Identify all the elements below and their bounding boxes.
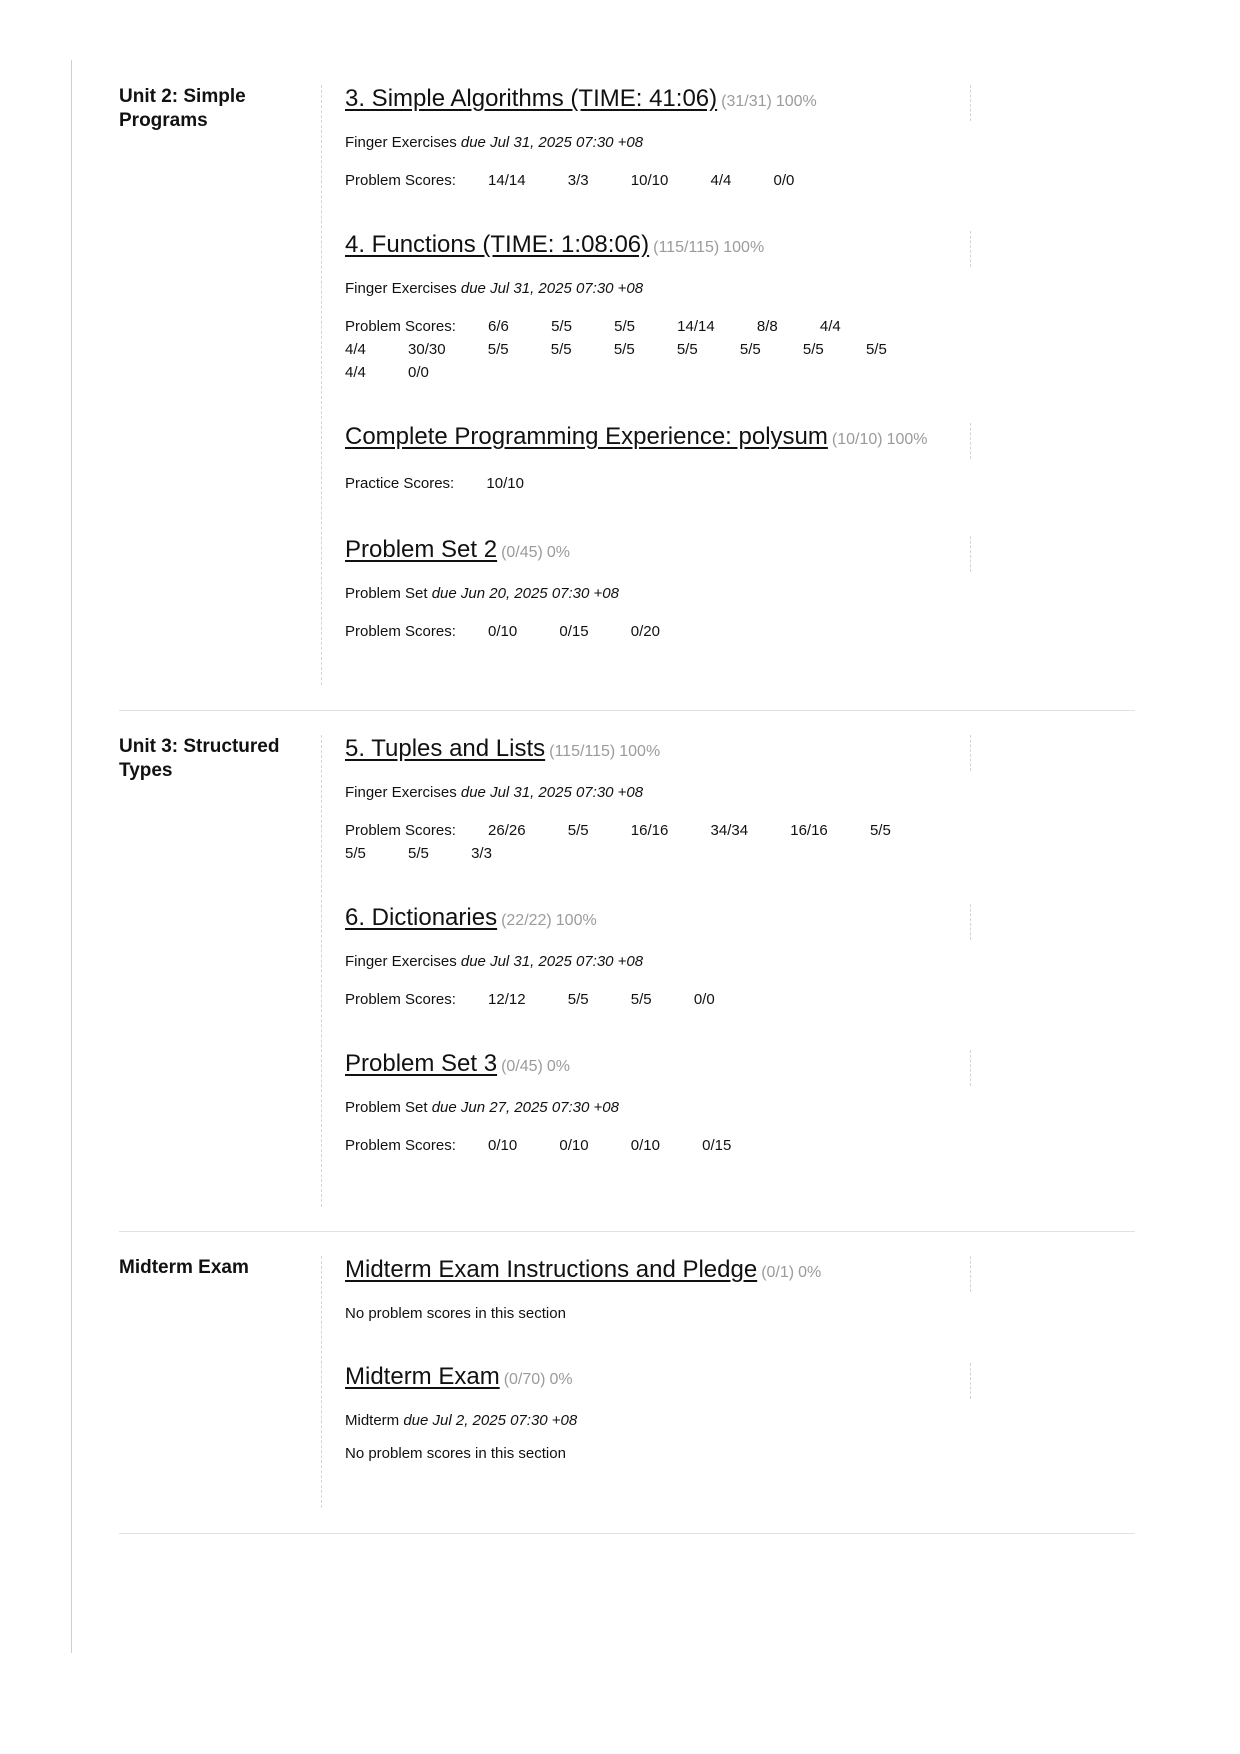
section-percent: 0% [549,1371,573,1388]
section-midterm-instructions [345,1256,971,1346]
section-stats: (31/31) [721,93,772,110]
section-stats: (115/115) [653,239,720,256]
score[interactable]: 0/10 [630,1137,660,1154]
section-link[interactable]: 3. Simple Algorithms (TIME: 41:06) [345,85,718,112]
score[interactable]: 0/10 [559,1137,589,1154]
score[interactable]: 34/34 [710,822,749,839]
section-stats: (10/10) [831,431,883,448]
section-tuples-and-lists [345,735,971,875]
unit-title: Unit 3: Structured Types [119,736,280,781]
assignment-type: Problem Set [345,1099,428,1116]
section-stats: (0/70) [503,1371,546,1388]
due-info [345,1412,577,1429]
section-percent: 100% [555,912,597,929]
score[interactable]: 0/15 [559,623,589,640]
section-percent: 0% [798,1264,822,1281]
score[interactable]: 30/30 [408,341,446,358]
section-problem-set-3 [345,1050,971,1180]
score[interactable]: 5/5 [614,318,635,335]
section-midterm-exam [345,1363,971,1483]
assignment-type: Problem Set [345,585,428,602]
section-stats: (0/45) [501,544,543,561]
unit-title: Midterm Exam [119,1257,249,1278]
assignment-type: Finger Exercises [345,134,457,151]
assignment-type: Finger Exercises [345,280,457,297]
section-link[interactable]: 4. Functions (TIME: 1:08:06) [345,231,650,258]
section-dictionaries [345,904,971,1024]
assignment-type: Midterm [345,1412,400,1429]
unit-midterm [119,1231,1135,1534]
unit-3 [119,710,1135,1232]
score[interactable]: 8/8 [756,318,778,335]
section-percent: 0% [546,1058,570,1075]
score[interactable]: 0/10 [488,1137,518,1154]
score[interactable]: 5/5 [613,341,635,358]
score[interactable]: 5/5 [869,822,891,839]
due-info [345,953,643,970]
section-percent: 100% [886,431,928,448]
section-link[interactable]: Problem Set 3 [345,1050,498,1077]
section-percent: 100% [723,239,765,256]
due-info [345,784,643,801]
due-info [345,280,643,297]
score[interactable]: 10/10 [630,172,669,189]
score[interactable]: 10/10 [486,475,524,492]
section-stats: (115/115) [549,743,616,760]
score[interactable]: 5/5 [630,991,652,1008]
score[interactable]: 5/5 [676,341,698,358]
score[interactable]: 0/0 [773,172,795,189]
score[interactable]: 3/3 [567,172,589,189]
score[interactable]: 4/4 [345,364,366,381]
problem-scores [345,819,935,865]
left-rule [71,60,72,1653]
problem-scores [345,620,945,643]
due-date: due Jul 2, 2025 07:30 +08 [403,1412,578,1429]
score[interactable]: 5/5 [487,341,509,358]
score[interactable]: 5/5 [739,341,761,358]
score[interactable]: 4/4 [710,172,732,189]
assignment-type: Finger Exercises [345,784,457,801]
score[interactable]: 0/10 [488,623,518,640]
section-problem-set-2 [345,536,971,666]
due-info [345,134,643,151]
section-link[interactable]: Midterm Exam [345,1363,500,1390]
scores-label: Problem Scores: [345,991,456,1008]
section-link[interactable]: 6. Dictionaries [345,904,498,931]
section-percent: 100% [775,93,817,110]
score[interactable]: 4/4 [345,341,366,358]
score[interactable]: 5/5 [802,341,824,358]
section-percent: 0% [546,544,570,561]
no-scores-message: No problem scores in this section [345,1305,566,1322]
section-link[interactable]: Midterm Exam Instructions and Pledge [345,1256,758,1283]
problem-scores [345,169,945,192]
due-info [345,585,619,602]
scores-label: Problem Scores: [345,1137,456,1154]
score[interactable]: 5/5 [550,341,572,358]
due-info [345,1099,619,1116]
due-date: due Jul 31, 2025 07:30 +08 [460,784,644,801]
section-simple-algorithms [345,85,971,245]
due-date: due Jul 31, 2025 07:30 +08 [460,134,644,151]
assignment-type: Finger Exercises [345,953,457,970]
score[interactable]: 5/5 [345,845,366,862]
score[interactable]: 5/5 [551,318,572,335]
score[interactable]: 0/15 [702,1137,732,1154]
score[interactable]: 12/12 [488,991,526,1008]
score[interactable]: 0/0 [693,991,715,1008]
score[interactable]: 4/4 [819,318,841,335]
score[interactable]: 26/26 [488,822,526,839]
section-functions [345,231,971,391]
score[interactable]: 16/16 [790,822,828,839]
section-stats: (0/45) [501,1058,543,1075]
unit-title: Unit 2: Simple Programs [119,86,246,131]
section-stats: (22/22) [501,912,552,929]
no-scores-message: No problem scores in this section [345,1445,566,1462]
scores-label: Practice Scores: [345,475,455,492]
score[interactable]: 0/20 [630,623,660,640]
due-date: due Jun 20, 2025 07:30 +08 [431,585,619,602]
due-date: due Jul 31, 2025 07:30 +08 [460,953,644,970]
section-link[interactable]: Problem Set 2 [345,536,498,563]
section-polysum [345,423,971,513]
section-link[interactable]: 5. Tuples and Lists [345,735,546,762]
score[interactable]: 3/3 [471,845,492,862]
problem-scores [345,988,945,1011]
due-date: due Jul 31, 2025 07:30 +08 [460,280,644,297]
scores-label: Problem Scores: [345,318,456,335]
score[interactable]: 16/16 [630,822,669,839]
scores-label: Problem Scores: [345,172,456,189]
scores-label: Problem Scores: [345,623,456,640]
section-percent: 100% [619,743,661,760]
problem-scores [345,1134,945,1157]
score[interactable]: 5/5 [408,845,429,862]
score[interactable]: 14/14 [677,318,715,335]
scores-label: Problem Scores: [345,822,456,839]
score[interactable]: 14/14 [488,172,526,189]
section-link[interactable]: Complete Programming Experience: polysum [345,423,828,450]
score[interactable]: 0/0 [408,364,429,381]
due-date: due Jun 27, 2025 07:30 +08 [431,1099,619,1116]
score[interactable]: 6/6 [488,318,509,335]
score[interactable]: 5/5 [865,341,887,358]
score[interactable]: 5/5 [567,822,589,839]
practice-scores [345,472,945,495]
unit-2 [119,60,1135,711]
section-stats: (0/1) [761,1264,795,1281]
problem-scores [345,315,935,384]
score[interactable]: 5/5 [567,991,589,1008]
